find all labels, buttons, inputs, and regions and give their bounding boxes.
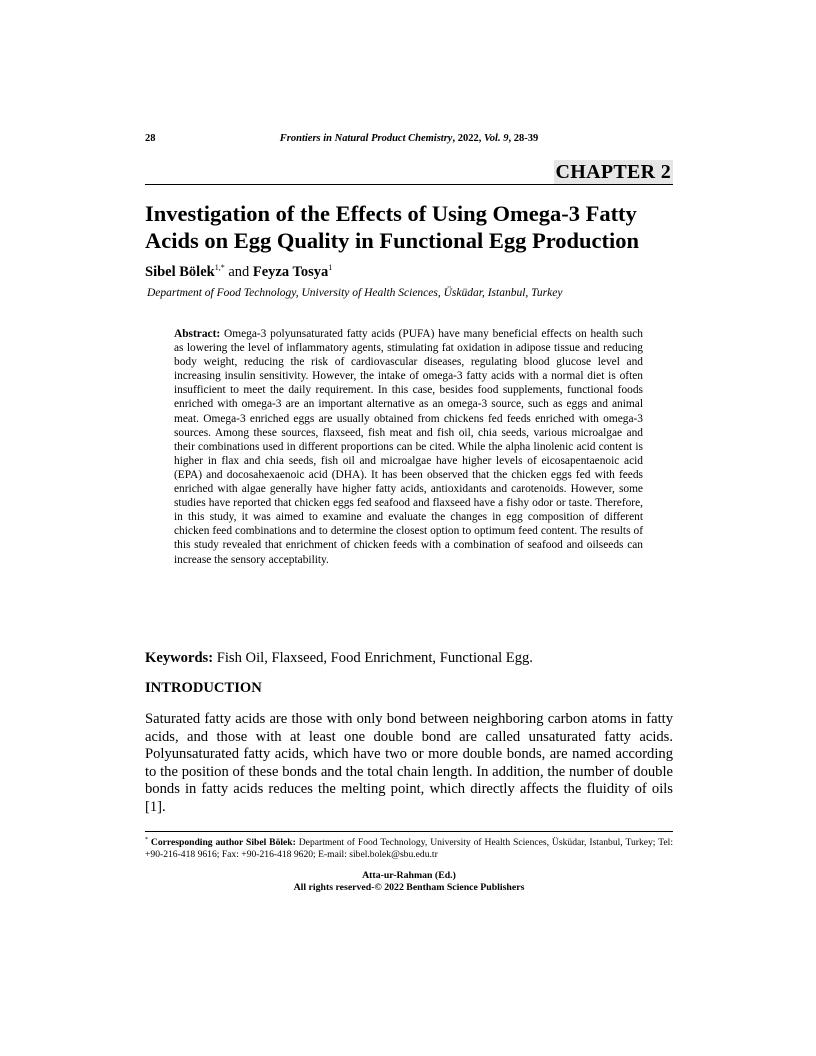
affiliation-mark: 1,* [214, 263, 225, 272]
body-paragraph: Saturated fatty acids are those with only bond between neighboring carbon atoms in fatty acids, and those with at least one double bond are called unsaturated fatty acids. Polyunsaturated fatty acids, which have two or more double bonds, are named according to the position of these bonds and the total chain length. In addition, the number of double bonds in fatty acids reduces the melting point, which directly affects the fluidity of oils [1]. [145, 711, 673, 815]
affiliation: Department of Food Technology, University of Health Sciences, Üsküdar, Istanbul, Turkey [147, 287, 563, 299]
journal-volume: Vol. 9 [483, 133, 509, 144]
keywords-text: Fish Oil, Flaxseed, Food Enrichment, Functional Egg. [213, 650, 533, 666]
journal-year: , 2022, [452, 133, 484, 144]
running-head [145, 133, 673, 149]
author-line [145, 263, 332, 281]
rights-line: All rights reserved-© 2022 Bentham Science Publishers [293, 882, 525, 894]
footnote-text: Department of Food Technology, University of Health Sciences, Üsküdar, Istanbul, Turkey; Tel: +90-216-418 9616; Fax: +90-216-418 9620; E-mail: sibel.bolek@sbu.edu.tr [145, 837, 674, 861]
footnote-label: Corresponding author Sibel Bölek: [148, 837, 296, 848]
chapter-label: CHAPTER 2 [555, 161, 671, 183]
editor-line: Atta-ur-Rahman (Ed.) [362, 870, 456, 881]
chapter-divider [145, 184, 673, 185]
publisher-block [145, 870, 673, 895]
keywords-label: Keywords: [145, 650, 214, 666]
author-conjunction: and [224, 264, 253, 280]
abstract [174, 327, 643, 567]
footnote-mark: * [145, 837, 148, 843]
journal-citation [145, 133, 673, 144]
affiliation-mark: 1 [328, 263, 333, 272]
chapter-title: Investigation of the Effects of Using Omega-3 Fatty Acids on Egg Quality in Functional Egg Production [145, 201, 640, 253]
journal-name: Frontiers in Natural Product Chemistry [279, 133, 453, 144]
abstract-text: Omega-3 polyunsaturated fatty acids (PUFA) have many beneficial effects on health such as lowering the level of inflammatory agents, stimulating fat oxidation in adipose tissue and reducing body weight, reducing the risk of cardiovascular diseases, regulating blood glucose level and increasing insulin sensitivity. However, the intake of omega-3 fatty acids with a normal diet is often insufficient to meet the daily requirement. In this case, besides food supplements, functional foods enriched with omega-3 are an important alternative as an omega-3 source, such as eggs and animal meat. Omega-3 enriched eggs are usually obtained from chickens fed feeds enriched with omega-3 sources. Among these sources, flaxseed, fish meat and fish oil, chia seeds, various microalgae and their combinations used in different proportions can be cited. While the alpha linolenic acid content is higher in flax and chia seeds, fish oil and microalgae have higher levels of eicosapentaenoic acid (EPA) and docosahexaenoic acid (DHA). It has been observed that the chicken eggs fed with feeds enriched with algae generally have higher fatty acids, antioxidants and carotenoids. However, some studies have reported that chicken eggs fed seafood and flaxseed have a fishy odor or taste. Therefore, in this study, it was aimed to examine and evaluate the changes in egg composition of different chicken feed combinations and to determine the closest option to optimum feed content. The results of this study revealed that enrichment of chicken feeds with a combination of seafood and oilseeds can increase the sensory acceptability. [174, 328, 643, 566]
page-number: 28 [145, 133, 156, 144]
author-name: Sibel Bölek [145, 264, 215, 280]
journal-pages: , 28-39 [508, 133, 539, 144]
abstract-label: Abstract: [174, 328, 221, 340]
footnote-divider [145, 831, 673, 832]
keywords [145, 650, 673, 667]
author-name: Feyza Tosya [252, 264, 329, 280]
footnote [145, 834, 673, 861]
section-heading: INTRODUCTION [145, 680, 262, 696]
